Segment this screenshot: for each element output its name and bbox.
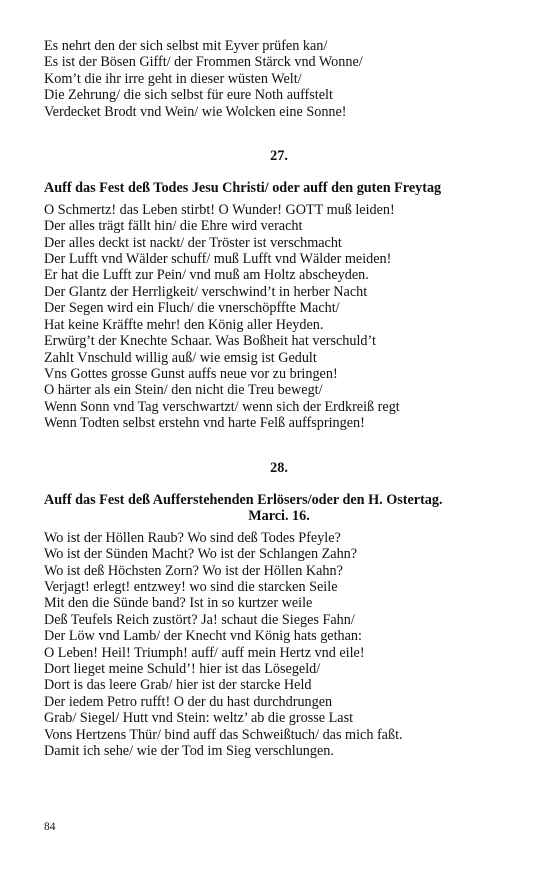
verse-line: Mit den die Sünde band? Ist in so kurtzer weile	[44, 595, 313, 612]
verse-line: Er hat die Lufft zur Pein/ vnd muß am Holtz abscheyden.	[44, 267, 369, 284]
verse-line: Der iedem Petro rufft! O der du hast durchdrungen	[44, 693, 333, 710]
verse-line: Dort lieget meine Schuld’! hier ist das Lösegeld/	[44, 661, 321, 677]
verse-line: Verjagt! erlegt! entzwey! wo sind die starcken Seile	[44, 578, 338, 595]
verse-line: Wo ist deß Höchsten Zorn? Wo ist der Höllen Kahn?	[44, 562, 343, 579]
verse-line: Der alles trägt fällt hin/ die Ehre wird veracht	[44, 218, 303, 235]
poem-28-stanza	[44, 530, 514, 760]
verse-line: O Leben! Heil! Triumph! auff/ auff mein Hertz vnd eile!	[44, 644, 365, 661]
verse-line: Wo ist der Höllen Raub? Wo sind deß Todes Pfeyle?	[44, 529, 341, 546]
verse-line: Verdecket Brodt vnd Wein/ wie Wolcken eine Sonne!	[44, 103, 347, 120]
verse-line: Der Lufft vnd Wälder schuff/ muß Lufft vnd Wälder meiden!	[44, 251, 392, 268]
poem-27-title: Auff das Fest deß Todes Jesu Christi/ oder auff den guten Freytag	[44, 180, 442, 197]
poem-28-number: 28.	[270, 459, 288, 476]
fragment-stanza	[44, 38, 514, 120]
page-number: 84	[44, 821, 56, 833]
poem-27-number: 27.	[270, 148, 288, 165]
verse-line: Der Segen wird ein Fluch/ die vnerschöpffte Macht/	[44, 300, 340, 317]
verse-line: Die Zehrung/ die sich selbst für eure Noth auffstelt	[44, 87, 333, 104]
verse-line: Deß Teufels Reich zustört? Ja! schaut die Sieges Fahn/	[44, 611, 355, 628]
poem-27-stanza	[44, 202, 514, 432]
verse-line: Zahlt Vnschuld willig auß/ wie emsig ist Gedult	[44, 349, 317, 366]
verse-line: O Schmertz! das Leben stirbt! O Wunder! GOTT muß leiden!	[44, 201, 395, 218]
verse-line: Damit ich sehe/ wie der Tod im Sieg verschlungen.	[44, 743, 334, 760]
verse-line: Der alles deckt ist nackt/ der Tröster ist verschmacht	[44, 234, 342, 251]
verse-line: Es ist der Bösen Gifft/ der Frommen Stärck vnd Wonne/	[44, 54, 363, 71]
verse-line: Hat keine Kräffte mehr! den König aller Heyden.	[44, 316, 324, 333]
verse-line: Wo ist der Sünden Macht? Wo ist der Schlangen Zahn?	[44, 546, 358, 563]
verse-line: Grab/ Siegel/ Hutt vnd Stein: weltz’ ab die grosse Last	[44, 710, 354, 727]
page-body	[44, 38, 514, 759]
verse-line: Wenn Sonn vnd Tag verschwartzt/ wenn sich der Erdkreiß regt	[44, 398, 400, 415]
verse-line: Vns Gottes grosse Gunst auffs neue vor zu bringen!	[44, 365, 338, 382]
verse-line: Der Löw vnd Lamb/ der Knecht vnd König hats gethan:	[44, 628, 362, 645]
verse-line: Der Glantz der Herrligkeit/ verschwind’t in herber Nacht	[44, 283, 368, 300]
verse-line: Erwürg’t der Knechte Schaar. Was Boßheit hat verschuld’t	[44, 333, 376, 350]
poem-28-subtitle: Marci. 16.	[248, 508, 310, 525]
poem-28-title: Auff das Fest deß Aufferstehenden Erlösers/oder den H. Ostertag.	[44, 491, 443, 508]
verse-line: Es nehrt den der sich selbst mit Eyver prüfen kan/	[44, 38, 328, 54]
verse-line: Dort is das leere Grab/ hier ist der starcke Held	[44, 677, 312, 694]
verse-line: Kom’t die ihr irre geht in dieser wüsten Welt/	[44, 70, 302, 87]
verse-line: Wenn Todten selbst erstehn vnd harte Felß auffspringen!	[44, 415, 365, 432]
verse-line: Vons Hertzens Thür/ bind auff das Schweißtuch/ das mich faßt.	[44, 726, 403, 743]
verse-line: O härter als ein Stein/ den nicht die Treu bewegt/	[44, 382, 323, 399]
